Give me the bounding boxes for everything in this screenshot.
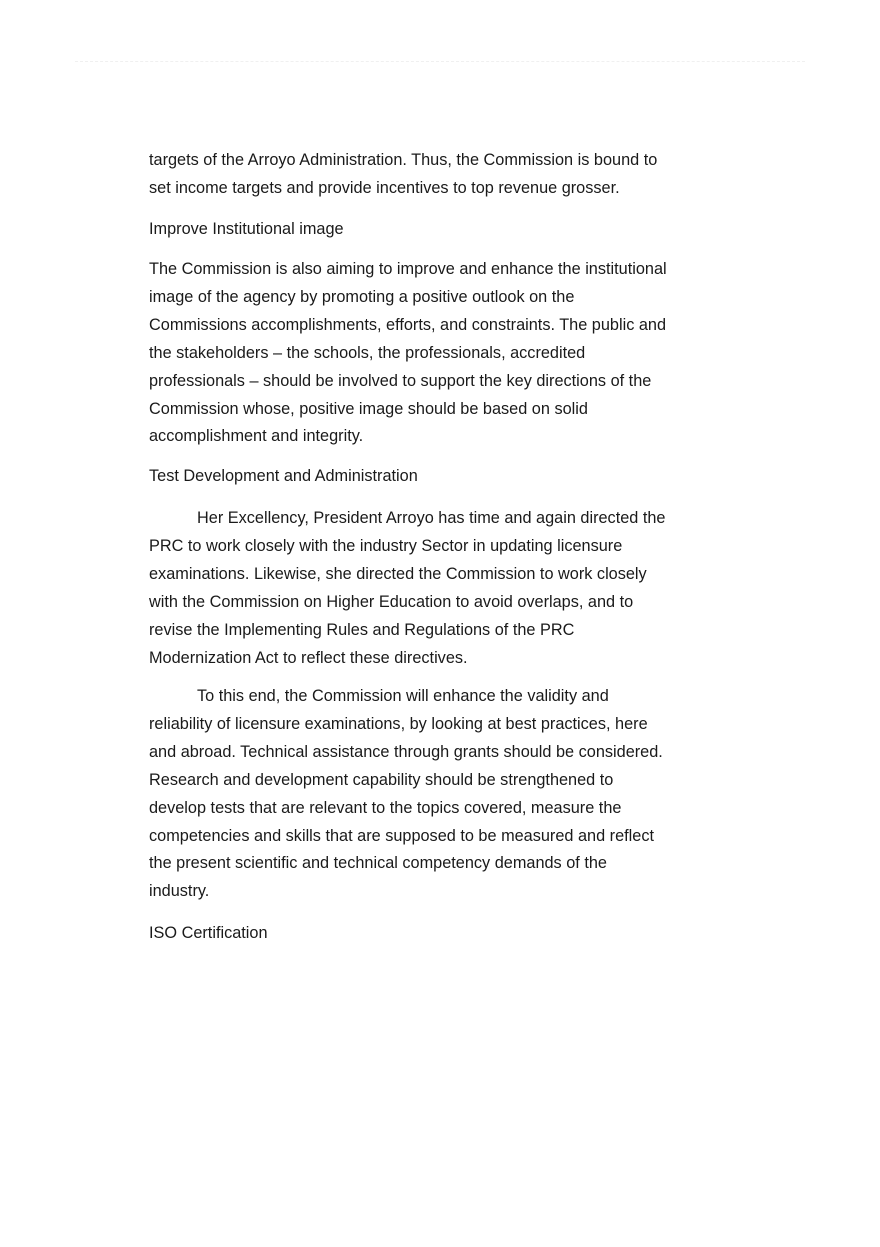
text-line: reliability of licensure examinations, by looking at best practices, here — [149, 714, 648, 733]
text-line: image of the agency by promoting a positive outlook on the — [149, 287, 575, 306]
text-line: and abroad. Technical assistance through grants should be considered. — [149, 742, 663, 761]
text-line: To this end, the Commission will enhance the validity and — [197, 687, 609, 705]
heading-institutional-image — [149, 216, 749, 244]
text-line: Commission whose, positive image should be based on solid — [149, 399, 588, 418]
text-line: Modernization Act to reflect these directives. — [149, 648, 468, 667]
text-line: develop tests that are relevant to the topics covered, measure the — [149, 798, 622, 817]
paragraph-directives — [149, 505, 749, 672]
text-line: revise the Implementing Rules and Regulations of the PRC — [149, 620, 575, 639]
heading-text: ISO Certification — [149, 924, 268, 942]
text-line: accomplishment and integrity. — [149, 427, 364, 446]
heading-text: Test Development and Administration — [149, 467, 418, 485]
heading-test-development — [149, 463, 749, 491]
text-line: the present scientific and technical competency demands of the — [149, 854, 607, 873]
text-line: professionals – should be involved to support the key directions of the — [149, 371, 652, 390]
text-line: Commissions accomplishments, efforts, and constraints. The public and — [149, 315, 667, 334]
text-line: set income targets and provide incentives to top revenue grosser. — [149, 178, 620, 197]
text-line: targets of the Arroyo Administration. Thus, the Commission is bound to — [149, 151, 658, 169]
text-line: the stakeholders – the schools, the professionals, accredited — [149, 343, 586, 362]
text-line: Her Excellency, President Arroyo has time and again directed the — [197, 509, 666, 527]
text-line: competencies and skills that are supposed to be measured and reflect — [149, 826, 655, 845]
text-line: examinations. Likewise, she directed the Commission to work closely — [149, 564, 647, 583]
text-line: industry. — [149, 882, 210, 901]
header-divider — [75, 61, 805, 62]
heading-text: Improve Institutional image — [149, 220, 344, 238]
text-line: Research and development capability should be strengthened to — [149, 770, 614, 789]
text-line: PRC to work closely with the industry Sector in updating licensure — [149, 536, 623, 555]
heading-iso-certification — [149, 920, 749, 948]
paragraph-income-targets — [149, 147, 749, 203]
paragraph-institutional-image — [149, 256, 749, 451]
text-line: with the Commission on Higher Education to avoid overlaps, and to — [149, 592, 634, 611]
text-line: The Commission is also aiming to improve and enhance the institutional — [149, 260, 667, 278]
paragraph-validity — [149, 683, 749, 906]
